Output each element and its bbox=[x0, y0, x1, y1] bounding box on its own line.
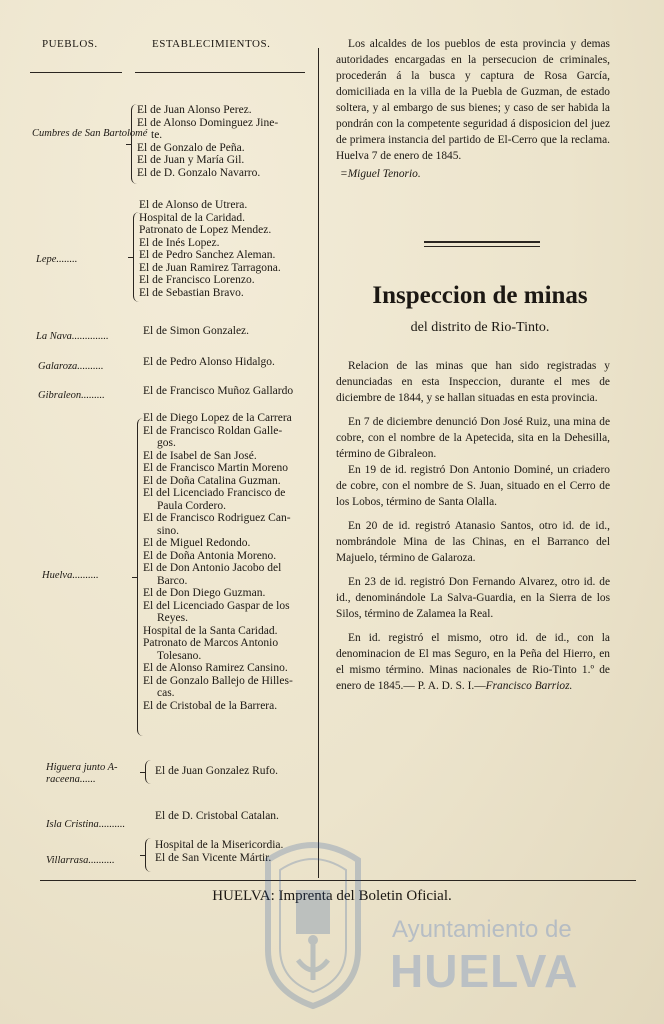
establishment-line: El de Gonzalo Ballejo de Hilles- bbox=[143, 674, 293, 687]
establishment-list bbox=[143, 325, 249, 338]
establishment-line: Paula Cordero. bbox=[157, 499, 226, 512]
establishment-line: El de Diego Lopez de la Carrera bbox=[143, 412, 292, 424]
establishment-line: Patronato de Lopez Mendez. bbox=[139, 224, 272, 236]
establishment-line: El de Francisco Rodriguez Can- bbox=[143, 512, 291, 524]
establishment-line: sino. bbox=[157, 524, 180, 537]
establishment-line: El de Alonso de Utrera. bbox=[139, 199, 248, 211]
establishment-list bbox=[155, 765, 278, 778]
establishment-line: El de Isabel de San José. bbox=[143, 449, 257, 462]
establishment-line: Hospital de la Misericordia. bbox=[155, 839, 284, 851]
town-label: Higuera junto A-raceena bbox=[46, 762, 118, 785]
establishment-line: El de Alonso Dominguez Jine- bbox=[137, 116, 279, 129]
watermark-line2: HUELVA bbox=[390, 945, 579, 997]
establishment-list bbox=[143, 412, 293, 712]
establishment-line: El del Licenciado Gaspar de los bbox=[143, 599, 290, 612]
town-label: Isla Cristina bbox=[46, 819, 99, 830]
brace bbox=[145, 838, 151, 872]
establishment-line: El de Juan Alonso Perez. bbox=[137, 104, 252, 116]
town-name: Higuera junto A-raceena...... bbox=[46, 762, 118, 785]
town-name: Huelva.......... bbox=[42, 570, 99, 581]
section-title: Inspeccion de minas bbox=[372, 282, 588, 309]
establishment-list bbox=[137, 104, 278, 179]
separator-rule bbox=[424, 241, 540, 243]
establishment-line: El de Doña Catalina Guzman. bbox=[143, 474, 281, 487]
header-rule-right bbox=[135, 72, 305, 73]
mine-entry-last bbox=[336, 630, 610, 694]
notice-signature: =Miguel Tenorio. bbox=[340, 168, 421, 180]
establishment-line: Patronato de Marcos Antonio bbox=[143, 637, 279, 649]
establishment-line: El de Sebastian Bravo. bbox=[139, 286, 244, 299]
town-label: Cumbres de San Bartolomé bbox=[32, 128, 148, 139]
establishment-line: El de Juan Ramirez Tarragona. bbox=[139, 261, 281, 274]
establishment-line: El de Francisco Martin Moreno bbox=[143, 462, 288, 474]
establishment-line: El de Francisco Muñoz Gallardo bbox=[143, 385, 294, 397]
establishment-line: El de Simon Gonzalez. bbox=[143, 325, 250, 337]
town-label: La Nava bbox=[36, 331, 72, 342]
town-label: Villarrasa bbox=[46, 855, 89, 866]
mine-entry-text: En id. registró el mismo, otro id. de id., con la denominacion de El mas Seguro, en la Peña del Hierro, en el mismo término. Minas nacionales de Rio-Tinto 1.º de enero de 1845.— P. A. D. S. I.— bbox=[336, 632, 610, 692]
establishment-list bbox=[155, 810, 279, 823]
header-rule-left bbox=[30, 72, 122, 73]
establishment-line: El de Alonso Ramirez Cansino. bbox=[143, 662, 288, 674]
establishment-line: El de Francisco Roldan Galle- bbox=[143, 424, 283, 437]
town-label: Huelva bbox=[42, 570, 73, 581]
establishment-list bbox=[143, 385, 293, 398]
establishment-line: El de Inés Lopez. bbox=[139, 236, 220, 249]
town-name: Lepe........ bbox=[36, 254, 78, 265]
town-label: Gibraleon bbox=[38, 390, 82, 401]
establishment-line: Hospital de la Santa Caridad. bbox=[143, 624, 278, 637]
header-pueblos: PUEBLOS. bbox=[42, 38, 98, 50]
establishment-list bbox=[143, 356, 275, 369]
establishment-line: El de Don Antonio Jacobo del bbox=[143, 562, 282, 574]
establishment-line: gos. bbox=[157, 437, 176, 449]
establishment-line: El de Juan y María Gil. bbox=[137, 154, 245, 166]
establishment-line: Hospital de la Caridad. bbox=[139, 211, 246, 224]
establishment-line: El de Juan Gonzalez Rufo. bbox=[155, 765, 278, 777]
mine-entry: En 19 de id. registró Don Antonio Dominé, un criadero de cobre, con el nombre de S. Juan, situado en el Cerro de los Lobos, término de Santa Olalla. bbox=[336, 464, 610, 508]
column-divider bbox=[318, 48, 319, 878]
mine-entry: En 20 de id. registró Atanasio Santos, otro id. de id., nombrándole Mina de las Chinas, en el Barranco del Majuelo, término de Galaroza. bbox=[336, 520, 610, 564]
separator-rule bbox=[424, 246, 540, 247]
town-label: Lepe bbox=[36, 254, 57, 265]
signature-text: Miguel Tenorio. bbox=[347, 168, 421, 180]
mine-entry: En 23 de id. registró Don Fernando Alvarez, otro id. de id., denominándole La Salva-Guardia, en la Sierra de los Silos, término de Zalamea la Real. bbox=[336, 576, 610, 620]
notice-text: Los alcaldes de los pueblos de esta provincia y demas autoridades encargadas en la persecucion de criminales, procederán á la busca y captura de Rosa García, domiciliada en la villa de la Puebla de Guzman, de estado soltera, y al embargo de sus bienes; y caso de ser habida la pondrán con la competente seguridad á disposicion del juez de primera instancia del partido de El-Cerro que la reclama. Huelva 7 de enero de 1845. bbox=[336, 38, 610, 162]
establishment-line: Reyes. bbox=[157, 612, 188, 624]
watermark-line1: Ayuntamiento de bbox=[392, 916, 572, 943]
mines-intro: Relacion de las minas que han sido registradas y denunciadas en esta Inspeccion, durante el mes de diciembre de 1844, y se hallan situadas en esta provincia. bbox=[336, 360, 610, 404]
brace bbox=[145, 760, 151, 784]
establishment-line: El de Don Diego Guzman. bbox=[143, 587, 266, 599]
establishment-line: El de D. Gonzalo Navarro. bbox=[137, 166, 261, 179]
mines-signature: Francisco Barrioz. bbox=[485, 680, 573, 692]
imprint-line: HUELVA: Imprenta del Boletin Oficial. bbox=[212, 888, 452, 904]
establishment-line: El de Miguel Redondo. bbox=[143, 537, 251, 549]
establishment-line: El de Gonzalo de Peña. bbox=[137, 141, 245, 154]
establishment-line: El de Cristobal de la Barrera. bbox=[143, 699, 278, 712]
town-name: Galaroza.......... bbox=[38, 361, 104, 372]
town-name: La Nava.............. bbox=[36, 331, 109, 342]
establishment-line: cas. bbox=[157, 687, 175, 699]
town-label: Galaroza bbox=[38, 361, 78, 372]
establishment-line: El de Doña Antonia Moreno. bbox=[143, 549, 277, 562]
establishment-line: Barco. bbox=[157, 574, 188, 587]
town-name: Isla Cristina.......... bbox=[46, 819, 126, 830]
header-establecimientos: ESTABLECIMIENTOS. bbox=[152, 38, 271, 50]
town-name: Villarrasa.......... bbox=[46, 855, 115, 866]
mines-body bbox=[336, 358, 610, 694]
establishment-line: El de Pedro Sanchez Aleman. bbox=[139, 249, 276, 261]
establishment-line: El de San Vicente Mártir. bbox=[155, 851, 272, 864]
establishment-line: te. bbox=[151, 129, 163, 141]
city-crest-watermark bbox=[258, 830, 368, 1010]
establishment-line: El del Licenciado Francisco de bbox=[143, 487, 286, 499]
town-name: Gibraleon......... bbox=[38, 390, 105, 401]
establishment-line: El de Pedro Alonso Hidalgo. bbox=[143, 356, 275, 368]
section-subtitle: del distrito de Rio-Tinto. bbox=[410, 320, 550, 335]
mine-entry: En 7 de diciembre denunció Don José Ruiz, una mina de cobre, con el nombre de la Apetecida, sita en la Dehesilla, término de Gibraleon. bbox=[336, 416, 610, 460]
establishment-line: El de Francisco Lorenzo. bbox=[139, 274, 255, 286]
establishment-list bbox=[139, 199, 281, 299]
establishment-line: El de D. Cristobal Catalan. bbox=[155, 810, 279, 822]
notice-paragraph bbox=[336, 36, 610, 182]
establishment-line: Tolesano. bbox=[157, 649, 202, 662]
